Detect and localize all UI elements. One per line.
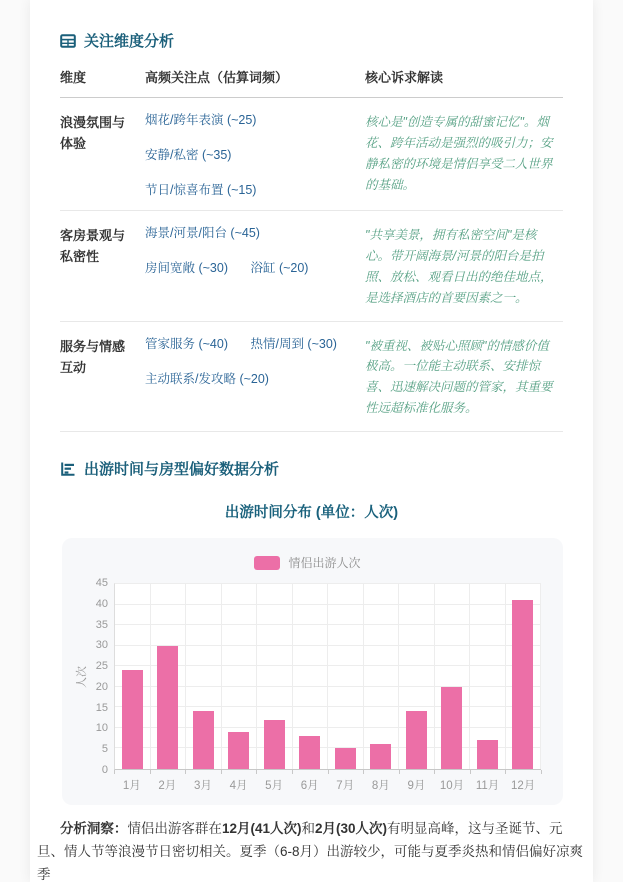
column-header-interpretation: 核心诉求解读	[365, 70, 444, 85]
dimension-cell: 客房景观与私密性	[60, 228, 126, 265]
bar-8月[interactable]	[370, 744, 391, 769]
interpretation-text: "被重视、被贴心照顾"的情感价值极高。一位能主动联系、安排惊喜、迅速解决问题的管家，其重要性远超标准化服务。	[365, 338, 553, 416]
page-card	[30, 0, 593, 882]
x-axis-label: 10月	[439, 780, 465, 792]
focus-table	[60, 67, 563, 432]
x-axis-tick	[470, 770, 471, 774]
y-axis-ticks	[88, 577, 114, 776]
bar-column	[506, 584, 542, 769]
insight-segment: 和	[301, 821, 315, 836]
bar-column	[293, 584, 329, 769]
chart-title: 出游时间分布 (单位：人次)	[224, 505, 399, 521]
bar-7月[interactable]	[335, 748, 356, 769]
x-tick-strip	[114, 770, 541, 775]
y-axis-tick-label: 40	[95, 597, 108, 610]
bar-column	[470, 584, 506, 769]
x-axis-tick	[505, 770, 506, 774]
x-axis-tick	[541, 770, 542, 774]
chart-legend-item[interactable]	[74, 554, 541, 571]
plot-column	[114, 583, 541, 793]
x-axis-tick	[185, 770, 186, 774]
x-axis-tick	[363, 770, 364, 774]
table-icon	[60, 33, 76, 49]
chart-body	[74, 577, 541, 793]
insight-paragraph	[30, 818, 593, 882]
keyword-tag: 节日/惊喜布置 (~15)	[145, 183, 257, 197]
x-axis-tick	[399, 770, 400, 774]
x-axis-label: 1月	[122, 780, 141, 792]
bar-3月[interactable]	[193, 711, 214, 769]
travel-time-chart	[62, 538, 563, 805]
bar-column	[151, 584, 187, 769]
x-axis-label: 9月	[407, 780, 426, 792]
y-axis-tick-label: 0	[101, 764, 108, 776]
insight-segment: 情侣出游客群在	[127, 821, 222, 836]
bar-column	[435, 584, 471, 769]
column-header-dimension: 维度	[60, 70, 87, 85]
y-axis-tick-label: 30	[95, 639, 108, 652]
bar-column	[222, 584, 258, 769]
insight-segment: 2月(30人次)	[314, 821, 387, 836]
dimension-cell: 服务与情感互动	[60, 338, 126, 375]
y-axis-tick-label: 25	[95, 660, 108, 673]
bar-columns	[115, 584, 541, 769]
keyword-tag: 热情/周到 (~30)	[250, 336, 337, 351]
keywords-cell	[145, 336, 365, 420]
y-axis-tick-label: 10	[95, 722, 108, 735]
y-axis-tick-label: 35	[95, 618, 108, 631]
bar-4月[interactable]	[228, 732, 249, 769]
interpretation-text: 核心是"创造专属的甜蜜记忆"。烟花、跨年活动是强烈的吸引力；安静私密的环境是情侣享受二人世界的基础。	[365, 115, 553, 192]
keyword-tag: 浴缸 (~20)	[250, 261, 309, 275]
bar-12月[interactable]	[512, 600, 533, 769]
x-axis-label: 6月	[300, 780, 319, 792]
x-axis-label: 8月	[371, 780, 390, 792]
x-axis-label: 5月	[265, 780, 284, 792]
bar-2月[interactable]	[157, 646, 178, 769]
insight-segment: 分析洞察：	[59, 821, 128, 836]
x-axis-label: 4月	[229, 780, 248, 792]
keyword-tag: 烟花/跨年表演 (~25)	[145, 113, 257, 127]
table-row-view-privacy	[60, 211, 563, 322]
x-axis-label: 11月	[475, 780, 500, 792]
table-row-romance	[60, 98, 563, 211]
keyword-tag: 管家服务 (~40)	[145, 336, 229, 351]
legend-swatch	[254, 556, 280, 570]
x-axis-label: 12月	[511, 780, 536, 792]
bar-column	[257, 584, 293, 769]
dimension-cell: 浪漫氛围与体验	[60, 115, 126, 152]
keyword-tag: 海景/河景/阳台 (~45)	[145, 226, 260, 240]
section-header-travel-data	[60, 458, 563, 479]
x-axis-tick	[434, 770, 435, 774]
y-axis-title: 人次	[76, 665, 88, 688]
x-axis-labels	[114, 777, 541, 793]
x-axis-label: 3月	[193, 780, 212, 792]
section-header-dimensions	[60, 30, 563, 51]
plot-area	[114, 583, 541, 770]
bar-6月[interactable]	[299, 736, 320, 769]
bar-chart-icon	[60, 461, 76, 477]
y-axis-tick-label: 5	[101, 743, 108, 756]
x-axis-tick	[292, 770, 293, 774]
bar-10月[interactable]	[441, 687, 462, 769]
keyword-tag: 安静/私密 (~35)	[145, 148, 232, 162]
bar-column	[364, 584, 400, 769]
bar-column	[186, 584, 222, 769]
bar-1月[interactable]	[122, 670, 143, 769]
table-row-service	[60, 322, 563, 433]
bar-9月[interactable]	[406, 711, 427, 769]
insight-segment: 12月(41人次)	[221, 821, 302, 836]
x-axis-label: 2月	[158, 780, 177, 792]
bar-5月[interactable]	[264, 720, 285, 769]
x-axis-label: 7月	[336, 780, 355, 792]
keywords-cell	[145, 225, 365, 309]
bar-column	[399, 584, 435, 769]
keyword-tag: 主动联系/发攻略 (~20)	[145, 371, 269, 386]
interpretation-text: "共享美景，拥有私密空间"是核心。带开阔海景/河景的阳台是拍照、放松、观看日出的绝佳地点，是选择酒店的首要因素之一。	[365, 228, 553, 305]
insight-segment: 有明显高峰，这与圣诞节、元旦、情人节等浪漫节日密切相关。夏季（6-8月）出游较少，可能与夏季炎热和情侣偏好凉爽季	[37, 821, 584, 882]
table-header-row	[60, 67, 563, 98]
y-axis-title-wrap	[74, 583, 88, 770]
x-axis-tick	[150, 770, 151, 774]
keywords-cell	[145, 112, 365, 198]
x-axis-tick	[114, 770, 115, 774]
y-axis-tick-label: 20	[95, 680, 108, 693]
section-title-travel-data: 出游时间与房型偏好数据分析	[84, 461, 280, 478]
bar-11月[interactable]	[477, 740, 498, 769]
bar-column	[115, 584, 151, 769]
legend-label: 情侣出游人次	[288, 556, 361, 570]
x-axis-tick	[328, 770, 329, 774]
section-title-dimensions: 关注维度分析	[84, 33, 175, 50]
y-axis-tick-label: 45	[95, 577, 108, 589]
keyword-tag: 房间宽敞 (~30)	[145, 261, 229, 275]
y-axis-tick-label: 15	[95, 701, 108, 714]
x-axis-tick	[221, 770, 222, 774]
column-header-keywords: 高频关注点（估算词频）	[145, 70, 289, 85]
bar-column	[328, 584, 364, 769]
x-axis-tick	[256, 770, 257, 774]
